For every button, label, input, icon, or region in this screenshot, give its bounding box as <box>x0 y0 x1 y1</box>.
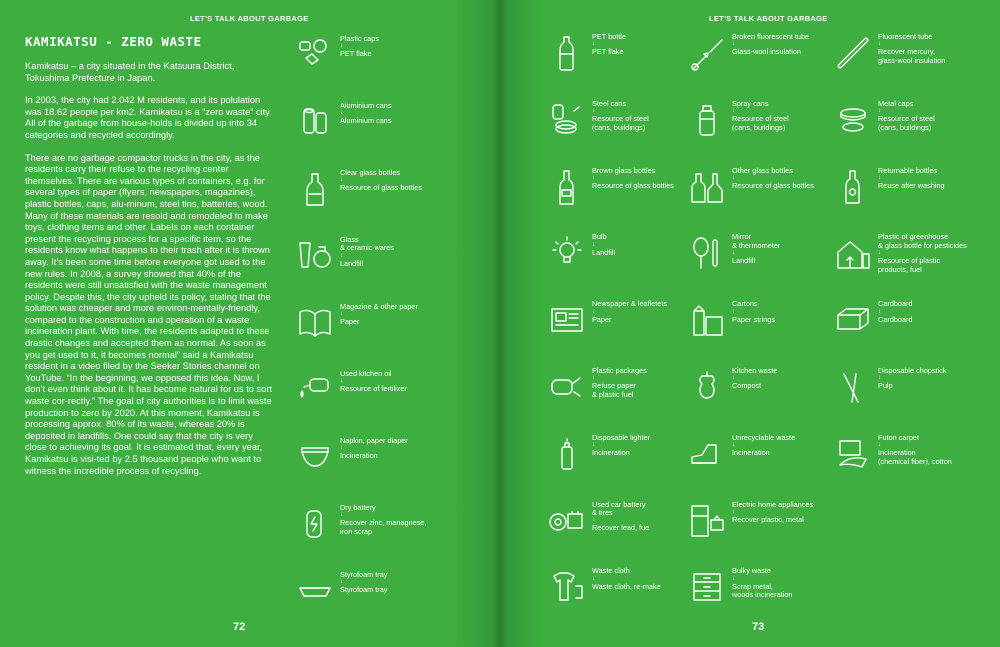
down-arrow-icon: ↓ <box>732 175 735 181</box>
appliance-icon <box>688 501 726 541</box>
page-number-right: 73 <box>752 621 765 633</box>
item-label: Kitchen waste <box>732 366 778 375</box>
down-arrow-icon: ↓ <box>592 308 595 315</box>
fluorescent-tube-icon <box>834 33 872 73</box>
lighter-icon <box>548 434 586 474</box>
item-text <box>592 233 702 257</box>
article <box>25 34 277 488</box>
item-label: Cardboard <box>878 299 913 309</box>
item-text <box>340 504 450 536</box>
down-arrow-icon: ↓ <box>878 108 881 115</box>
item-text <box>732 33 842 57</box>
item-text <box>732 501 842 525</box>
item-label: Plastic of greenhouse & glass bottle for pesticides <box>878 232 967 250</box>
down-arrow-icon: ↓ <box>592 108 595 115</box>
item-text <box>732 300 842 324</box>
article-title: KAMIKATSU - ZERO WASTE <box>25 34 202 49</box>
page-number-left: 72 <box>233 621 246 633</box>
item-result: Resource of glass bottles <box>592 181 674 190</box>
item-label: Fluorescent tube <box>878 32 933 41</box>
item-result: Compost <box>732 381 762 391</box>
item-label: Newspaper & leafletets <box>592 299 668 309</box>
item-text <box>732 233 842 265</box>
item-label: Mirror & thermometer <box>732 232 781 250</box>
down-arrow-icon: ↓ <box>592 375 595 382</box>
cloth-icon <box>548 567 586 607</box>
down-arrow-icon: ↓ <box>878 442 881 449</box>
returnable-bottle-icon <box>834 167 872 207</box>
item-result: Landfill <box>340 258 364 268</box>
item-label: Steel cans <box>592 98 627 108</box>
item-label: Futon carpet <box>878 432 919 442</box>
item-text <box>732 367 842 391</box>
item-result: Paper <box>340 317 360 327</box>
item-result: Incineration <box>340 451 378 461</box>
down-arrow-icon: ↓ <box>878 375 881 382</box>
item-result: Resource of glass bottles <box>732 181 814 190</box>
item-text <box>878 167 988 191</box>
item-text <box>878 367 988 391</box>
item-result: Waste cloth, re-make <box>592 581 661 591</box>
down-arrow-icon: ↓ <box>340 311 343 318</box>
item-text <box>878 434 988 466</box>
item-label: Magazine & other paper <box>340 302 418 311</box>
clear-glass-bottle-icon <box>296 169 334 209</box>
plastic-package-icon <box>548 367 586 407</box>
newspaper-icon <box>548 300 586 340</box>
item-text <box>340 102 450 126</box>
item-text <box>592 434 702 458</box>
down-arrow-icon: ↓ <box>732 442 735 449</box>
battery-icon <box>296 504 334 544</box>
item-label: Other glass bottles <box>732 165 793 175</box>
broken-tube-icon <box>688 33 726 73</box>
item-label: PET bottle <box>592 32 626 41</box>
down-arrow-icon: ↓ <box>732 509 735 515</box>
item-text <box>340 169 450 193</box>
item-result: Recover zinc, managnese, iron scrap <box>340 518 427 536</box>
item-result: Aluminium cans <box>340 116 392 126</box>
item-result: Resource of steel (cans, buildings) <box>592 114 649 132</box>
item-label: Dry battery <box>340 503 376 512</box>
item-text <box>878 33 988 65</box>
item-text <box>592 501 702 533</box>
chopsticks-icon <box>834 367 872 407</box>
article-paragraph: In 2003, the city had 2.042 M residents, and its polulation was 18.62 people per km2. Kamikatsu is a “zero waste” city. All of the garbage from house-holds is divided up into 34 categories and recycled accordingly. <box>25 95 272 140</box>
item-result: Cardboard <box>878 314 913 324</box>
cartons-icon <box>688 300 726 340</box>
item-result: Glass-wool insulation <box>732 47 801 57</box>
steel-cans-icon <box>548 100 586 140</box>
styrofoam-tray-icon <box>296 571 334 611</box>
kitchen-oil-icon <box>296 370 334 410</box>
item-text <box>340 35 450 59</box>
down-arrow-icon: ↓ <box>732 41 735 48</box>
magazine-icon <box>296 303 334 343</box>
cardboard-icon <box>834 300 872 340</box>
item-result: Pulp <box>878 381 893 391</box>
item-label: Broken fluorescent tube <box>732 32 810 41</box>
plastic-caps-icon <box>296 35 334 75</box>
item-result: PET flake <box>592 47 624 57</box>
item-result: Resource of plastic products, fuel <box>878 256 941 274</box>
pet-bottle-icon <box>548 33 586 73</box>
item-text <box>732 567 842 599</box>
down-arrow-icon: ↓ <box>732 108 735 115</box>
item-text <box>878 233 988 274</box>
item-label: Clear glass bottles <box>340 168 401 177</box>
item-text <box>592 300 702 324</box>
down-arrow-icon: ↓ <box>878 308 881 315</box>
item-text <box>592 367 702 399</box>
right-page-content <box>504 0 1000 647</box>
item-result: Reuse after washing <box>878 181 945 190</box>
item-label: Unrecyclable waste <box>732 432 796 442</box>
item-text <box>732 434 842 458</box>
down-arrow-icon: ↓ <box>732 308 735 315</box>
aluminium-cans-icon <box>296 102 334 142</box>
item-result: Resource of steel (cans, buildings) <box>878 114 935 132</box>
down-arrow-icon: ↓ <box>340 252 343 259</box>
down-arrow-icon: ↓ <box>592 575 595 582</box>
item-result: Refuse paper & plastic fuel <box>592 381 636 399</box>
down-arrow-icon: ↓ <box>878 175 881 181</box>
item-result: Incineration <box>592 448 630 458</box>
item-label: Used car battery & tires <box>592 499 646 517</box>
down-arrow-icon: ↓ <box>878 250 881 257</box>
down-arrow-icon: ↓ <box>732 250 735 257</box>
item-label: Bulb <box>592 232 607 242</box>
down-arrow-icon: ↓ <box>592 517 595 524</box>
down-arrow-icon: ↓ <box>592 175 595 181</box>
item-label: Waste cloth <box>592 566 630 576</box>
item-text <box>592 33 702 57</box>
item-result: Paper strings <box>732 314 775 324</box>
article-paragraph: There are no garbage compactor trucks in the city, as the residents carry their refuse to the recycling center themselves. There are various types of containers, e.g. for several types of paper (flyers, newspapers, magazines), plastic bottles, caps, alu-minum, steel tins, batteries, wood. Many of these materials are resold and remodeled to make toys, clothing items and other. Labels on each container present the recycling process for a specific item, so the residents know what happens to their trash after it is thrown away. It’s been some time before everyone got used to the new rules. In 2008, a survey showed that 40% of the residents were still unsatisfied with the waste management policy. Despite this, the city upheld its policy, stating that the solution was cheaper and more environ-mentally-friendly, compared to the construction and operation of a waste incineration plant. With time, the residents adapted to these drastic changes and accepted them as normal. As soon as you get used to it, it becomes normal” said a Kamikatsu resident in a video filed by the Seeker Stories channel on YouTube. “In the beginning, we opposed this idea. Now, I don’t even think about it. It has become natural for us to sort waste cor-rectly.” The goal of city authorities is to limit waste production to zero by 2020. At this moment, Kamikatsu is processing approx. 80% of its waste, whereas 20% is deposited in landfills. One could say that the city is very close to achieving its goal. It is estimated that, every year, Kamikatsu is visi-ted by 2.5 thousand people who want to witness the incredible process of recycling. <box>25 152 273 476</box>
item-label: Disposable chopstick <box>878 366 947 375</box>
bulb-icon <box>548 233 586 273</box>
item-label: Napkin, paper diaper <box>340 436 408 445</box>
glass-ceramic-icon <box>296 236 334 276</box>
item-label: Used kitchen oil <box>340 369 392 378</box>
shoe-icon <box>688 434 726 474</box>
metal-caps-icon <box>834 100 872 140</box>
item-text <box>340 571 450 595</box>
item-label: Electric home appliances <box>732 499 814 509</box>
down-arrow-icon: ↓ <box>732 375 735 382</box>
item-text <box>878 300 988 324</box>
spray-can-icon <box>688 100 726 140</box>
article-paragraph: Kamikatsu – a city situated in the Katsuura District, Tokushima Prefecture in Japan. <box>25 61 235 83</box>
item-text <box>592 567 702 591</box>
item-text <box>592 167 702 191</box>
item-label: Returnable bottles <box>878 165 938 175</box>
item-label: Disposable lighter <box>592 432 651 442</box>
item-label: Cartons <box>732 299 758 309</box>
item-result: Paper <box>592 314 612 324</box>
down-arrow-icon: ↓ <box>340 579 343 586</box>
apple-core-icon <box>688 367 726 407</box>
down-arrow-icon: ↓ <box>340 43 343 50</box>
item-result: Incineration <box>732 448 770 458</box>
down-arrow-icon: ↓ <box>592 41 595 48</box>
futon-icon <box>834 434 872 474</box>
item-label: Brown glass bottles <box>592 165 656 175</box>
item-result: Scrap metal, woods incineration <box>732 581 793 600</box>
down-arrow-icon: ↓ <box>340 177 343 184</box>
item-result: Incineration (chemical fiber), cotton <box>878 448 952 466</box>
item-label: Aluminium cans <box>340 101 392 110</box>
item-result: Resource of glass bottles <box>340 183 422 193</box>
other-glass-bottle-icon <box>688 167 726 207</box>
item-text <box>340 236 450 268</box>
diaper-icon <box>296 437 334 477</box>
item-label: Styrofoam tray <box>340 570 388 579</box>
running-head-left: LET'S TALK ABOUT GARBAGE <box>190 14 309 23</box>
item-result: Resource of steel (cans, buildings) <box>732 114 789 132</box>
down-arrow-icon: ↓ <box>340 110 343 117</box>
down-arrow-icon: ↓ <box>592 442 595 449</box>
mirror-icon <box>688 233 726 273</box>
item-text <box>340 303 450 327</box>
item-result: Styrofoam tray <box>340 585 388 595</box>
item-label: Bulky waste <box>732 566 771 576</box>
item-text <box>340 370 450 394</box>
item-result: Landfill <box>732 256 756 266</box>
down-arrow-icon: ↓ <box>878 41 881 48</box>
item-label: Spray cans <box>732 98 769 108</box>
item-result: Recover mercury, glass-wool insulation <box>878 47 946 65</box>
item-text <box>340 437 450 461</box>
down-arrow-icon: ↓ <box>340 512 343 519</box>
down-arrow-icon: ↓ <box>340 445 343 452</box>
running-head-right: LET'S TALK ABOUT GARBAGE <box>709 14 828 23</box>
item-label: Plastic packages <box>592 366 647 375</box>
down-arrow-icon: ↓ <box>732 575 735 582</box>
item-label: Metal caps <box>878 98 914 108</box>
drawer-icon <box>688 567 726 607</box>
item-text <box>878 100 988 132</box>
item-text <box>592 100 702 132</box>
greenhouse-icon <box>834 233 872 273</box>
item-result: Landfill <box>592 247 616 257</box>
car-battery-icon <box>548 501 586 541</box>
item-label: Plastic caps <box>340 34 379 43</box>
down-arrow-icon: ↓ <box>592 241 595 248</box>
item-result: Resource of fertilizer <box>340 384 407 394</box>
item-result: PET flake <box>340 49 372 59</box>
item-result: Recover lead, fue <box>592 523 650 533</box>
brown-glass-bottle-icon <box>548 167 586 207</box>
item-text <box>732 100 842 132</box>
item-label: Glass & ceramic wares <box>340 235 394 253</box>
item-text <box>732 167 842 191</box>
item-result: Recover plastic, metal <box>732 515 804 524</box>
down-arrow-icon: ↓ <box>340 378 343 385</box>
